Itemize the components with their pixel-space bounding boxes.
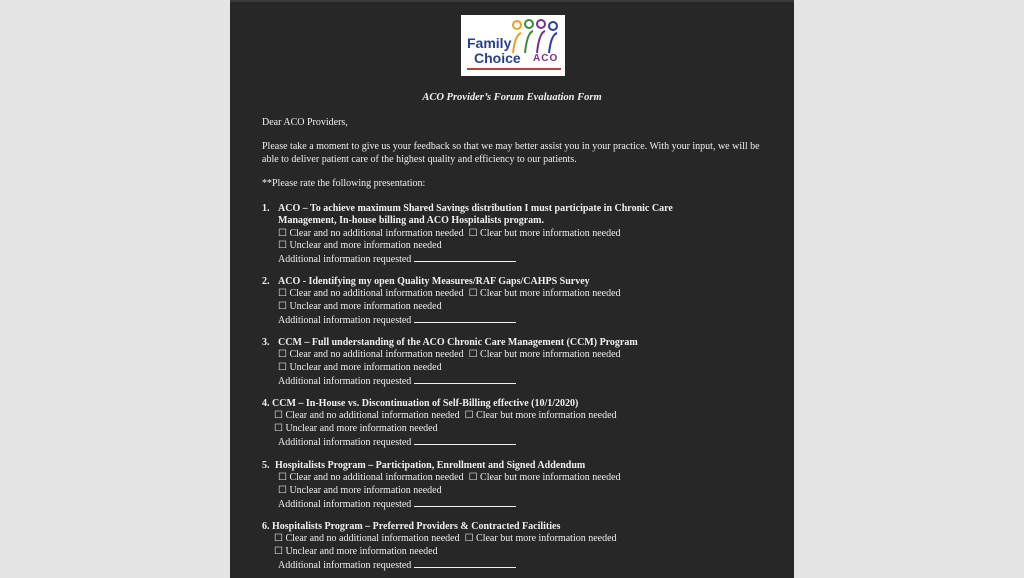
question-6 [262,521,617,572]
additional-info-input[interactable] [414,252,516,262]
form-title: ACO Provider’s Forum Evaluation Form [422,92,602,103]
question-1 [262,203,673,266]
option-clear-more-info[interactable]: ☐ Clear but more information needed [468,349,621,361]
question-2 [262,276,621,327]
option-clear-no-info[interactable]: ☐ Clear and no additional information needed [274,533,460,545]
question-text-continued: Management, In-house billing and ACO Hospitalists program. [278,215,544,227]
additional-info-label: Additional information requested [278,436,412,448]
logo-choice-text: Choice [474,50,521,66]
additional-info-label: Additional information requested [278,314,412,326]
question-text: CCM – Full understanding of the ACO Chronic Care Management (CCM) Program [278,337,638,348]
additional-info-label: Additional information requested [278,375,412,387]
question-text: ACO - Identifying my open Quality Measures/RAF Gaps/CAHPS Survey [278,276,590,287]
option-unclear[interactable]: ☐ Unclear and more information needed [278,361,442,373]
option-unclear[interactable]: ☐ Unclear and more information needed [274,545,438,557]
question-number: 5. [262,460,270,471]
additional-info-input[interactable] [414,313,516,323]
question-4 [262,398,617,449]
option-unclear[interactable]: ☐ Unclear and more information needed [278,300,442,312]
question-text: CCM – In-House vs. Discontinuation of Self-Billing effective (10/1/2020) [272,398,579,409]
option-clear-more-info[interactable]: ☐ Clear but more information needed [464,533,617,545]
question-text: Hospitalists Program – Preferred Providers & Contracted Facilities [272,521,561,532]
question-number: 6. [262,521,270,532]
option-clear-no-info[interactable]: ☐ Clear and no additional information needed [274,410,460,422]
logo-aco-text: ACO [533,53,559,64]
additional-info-input[interactable] [414,558,516,568]
question-text: ACO – To achieve maximum Shared Savings distribution I must participate in Chronic Care [278,203,673,214]
additional-info-input[interactable] [414,497,516,507]
option-clear-more-info[interactable]: ☐ Clear but more information needed [468,227,621,239]
family-choice-aco-logo [461,15,565,76]
question-number: 3. [262,337,270,348]
option-unclear[interactable]: ☐ Unclear and more information needed [278,484,442,496]
intro-paragraph: Please take a moment to give us your feedback so that we may better assist you in your practice. With your input, we will be able to deliver patient care of the highest quality and efficiency to our patients. [262,141,760,165]
option-clear-more-info[interactable]: ☐ Clear but more information needed [468,288,621,300]
question-number: 2. [262,276,270,287]
rating-prompt: **Please rate the following presentation: [262,178,426,189]
document-page [230,0,794,578]
greeting: Dear ACO Providers, [262,117,348,128]
additional-info-label: Additional information requested [278,498,412,510]
question-text: Hospitalists Program – Participation, Enrollment and Signed Addendum [275,460,586,471]
option-clear-no-info[interactable]: ☐ Clear and no additional information needed [278,472,464,484]
option-clear-no-info[interactable]: ☐ Clear and no additional information needed [278,227,464,239]
question-number: 1. [262,203,270,214]
question-5 [262,460,621,511]
logo-family-text: Family [467,35,512,51]
question-3 [262,337,638,388]
additional-info-label: Additional information requested [278,254,412,266]
option-clear-more-info[interactable]: ☐ Clear but more information needed [464,410,617,422]
option-clear-more-info[interactable]: ☐ Clear but more information needed [468,472,621,484]
option-clear-no-info[interactable]: ☐ Clear and no additional information needed [278,288,464,300]
additional-info-label: Additional information requested [278,559,412,571]
option-clear-no-info[interactable]: ☐ Clear and no additional information needed [278,349,464,361]
additional-info-input[interactable] [414,374,516,384]
logo-tagline-line [467,68,561,70]
additional-info-input[interactable] [414,435,516,445]
option-unclear[interactable]: ☐ Unclear and more information needed [274,422,438,434]
option-unclear[interactable]: ☐ Unclear and more information needed [278,239,442,251]
question-number: 4. [262,398,270,409]
